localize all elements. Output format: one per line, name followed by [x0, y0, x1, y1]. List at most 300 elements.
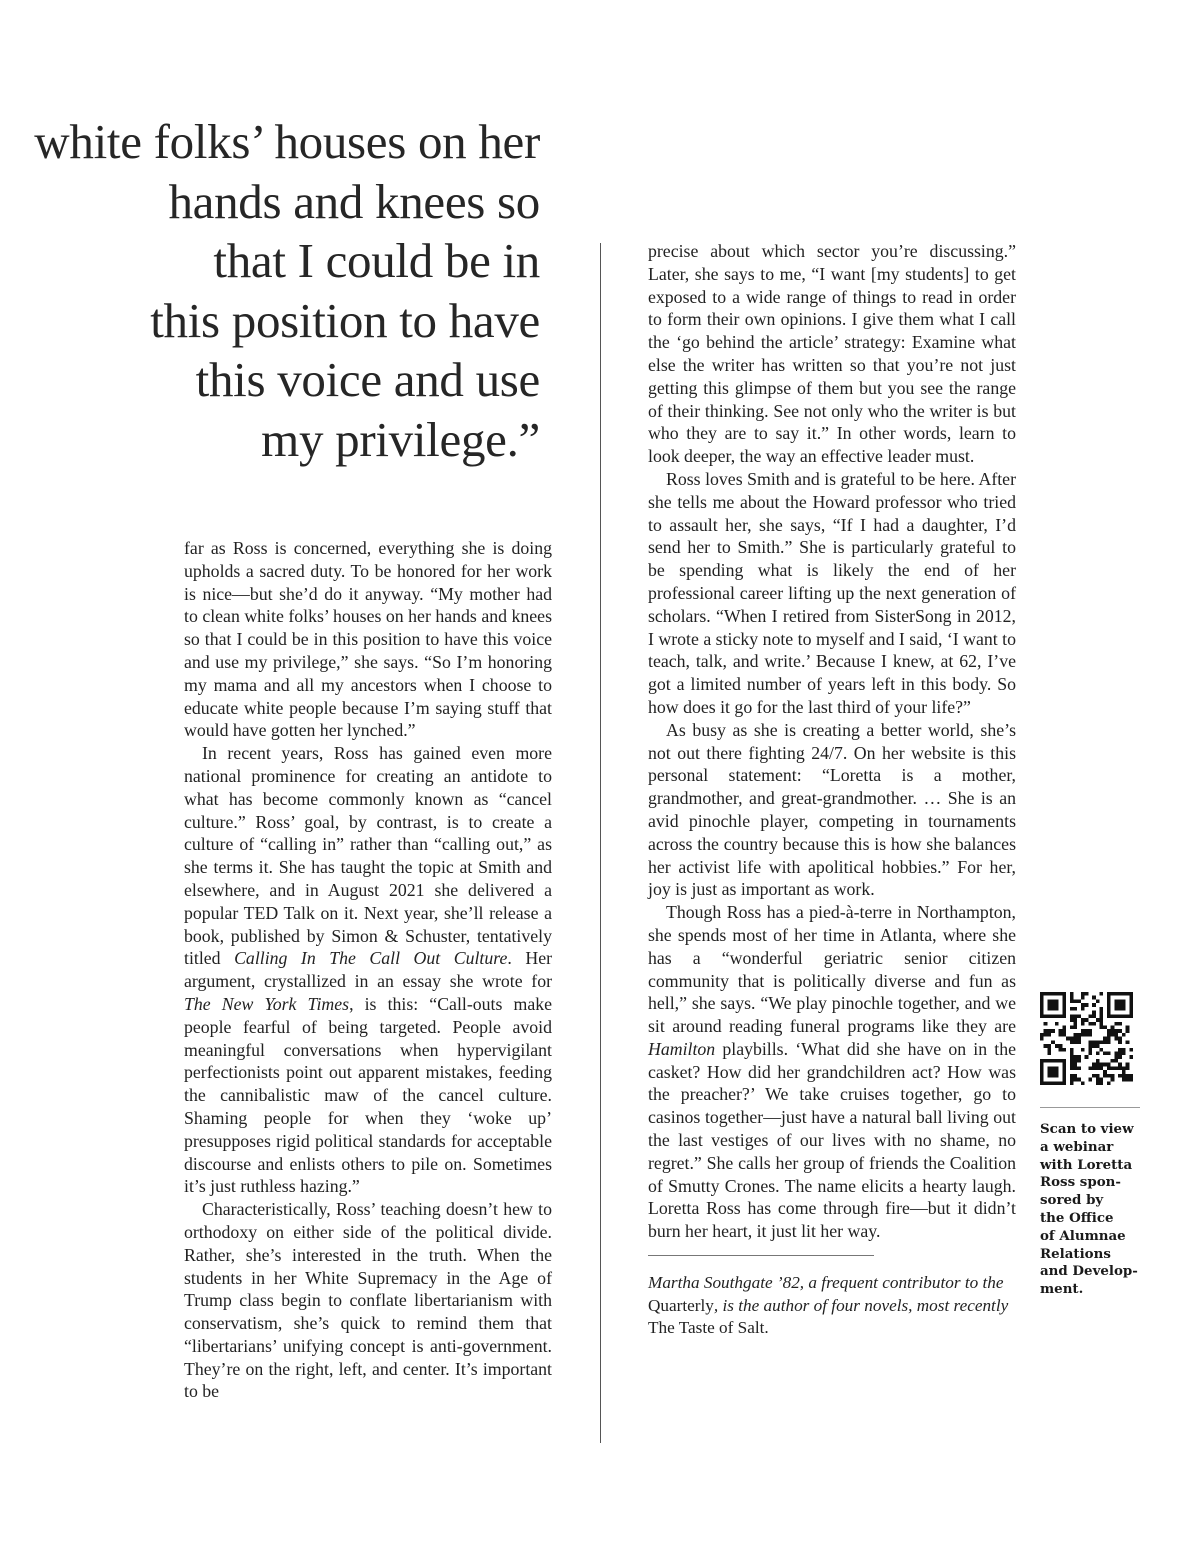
- qr-module: [1092, 1063, 1096, 1067]
- qr-module: [1126, 1014, 1130, 1018]
- body-paragraph: [648, 901, 1016, 1243]
- qr-module: [1044, 1014, 1048, 1018]
- body-paragraph: far as Ross is concerned, everything she is doing upholds a sacred duty. To be honored for her work is nice—but she’d do it anyway. “My mother had to clean white folks’ houses on her hands and knees so that I could be in this position to have this voice and use my privilege,” she says. “So I’m honoring my mama and all my ancestors when I choose to educate white people because I’m saying stuff that would have gotten her lynched.”: [184, 538, 552, 741]
- caption-line: Ross spon-: [1040, 1174, 1121, 1191]
- qr-module: [1100, 1018, 1104, 1022]
- qr-module: [1122, 1066, 1126, 1070]
- qr-module: [1114, 1055, 1118, 1059]
- qr-module: [1118, 1029, 1122, 1033]
- qr-module: [1107, 1029, 1111, 1033]
- qr-module: [1073, 1022, 1077, 1026]
- qr-module: [1051, 1074, 1055, 1078]
- qr-module: [1040, 1066, 1044, 1070]
- qr-module: [1040, 1007, 1044, 1011]
- qr-module: [1122, 1048, 1126, 1052]
- qr-module: [1059, 1014, 1063, 1018]
- qr-module: [1055, 1014, 1059, 1018]
- qr-module: [1062, 1074, 1066, 1078]
- qr-module: [1085, 1003, 1089, 1007]
- qr-module: [1073, 1066, 1077, 1070]
- qr-module: [1047, 1003, 1051, 1007]
- qr-module: [1107, 1066, 1111, 1070]
- qr-module: [1114, 1052, 1118, 1056]
- caption-line: Scan to view: [1040, 1121, 1134, 1137]
- qr-module: [1100, 1048, 1104, 1052]
- qr-module: [1122, 1074, 1126, 1078]
- qr-module: [1092, 1022, 1096, 1026]
- qr-module: [1100, 1063, 1104, 1067]
- qr-module: [1103, 1070, 1107, 1074]
- book-title: The Taste of Salt: [648, 1318, 765, 1338]
- qr-module: [1073, 999, 1077, 1003]
- qr-module: [1118, 1003, 1122, 1007]
- qr-module: [1062, 1029, 1066, 1033]
- qr-module: [1100, 1081, 1104, 1085]
- qr-module: [1070, 1059, 1074, 1063]
- qr-module: [1051, 1007, 1055, 1011]
- qr-module: [1073, 1040, 1077, 1044]
- qr-module: [1077, 999, 1081, 1003]
- qr-module: [1114, 1029, 1118, 1033]
- qr-module: [1092, 996, 1096, 1000]
- qr-module: [1073, 1074, 1077, 1078]
- qr-module: [1114, 1007, 1118, 1011]
- qr-module: [1126, 1074, 1130, 1078]
- qr-module: [1100, 992, 1104, 996]
- qr-module: [1081, 1007, 1085, 1011]
- qr-module: [1040, 1063, 1044, 1067]
- qr-module: [1092, 1040, 1096, 1044]
- qr-module: [1111, 1014, 1115, 1018]
- qr-module: [1100, 1078, 1104, 1082]
- qr-module: [1081, 992, 1085, 996]
- body-text: . Her argument, crystallized in an essay she wrote for: [184, 948, 553, 992]
- qr-module: [1107, 992, 1111, 996]
- qr-module: [1092, 1044, 1096, 1048]
- qr-module: [1070, 1040, 1074, 1044]
- qr-module: [1107, 1040, 1111, 1044]
- qr-module: [1081, 1003, 1085, 1007]
- qr-module: [1055, 1022, 1059, 1026]
- qr-module: [1055, 1059, 1059, 1063]
- qr-module: [1077, 1078, 1081, 1082]
- qr-module: [1047, 1052, 1051, 1056]
- qr-module: [1062, 1081, 1066, 1085]
- qr-module: [1062, 1011, 1066, 1015]
- qr-module: [1111, 1074, 1115, 1078]
- qr-module: [1122, 1003, 1126, 1007]
- qr-module: [1062, 992, 1066, 996]
- qr-module: [1118, 1066, 1122, 1070]
- qr-module: [1059, 1044, 1063, 1048]
- qr-module: [1040, 1003, 1044, 1007]
- qr-module: [1040, 1011, 1044, 1015]
- qr-module: [1088, 1014, 1092, 1018]
- qr-module: [1096, 1066, 1100, 1070]
- qr-module: [1107, 1037, 1111, 1041]
- qr-module: [1114, 1037, 1118, 1041]
- qr-module: [1129, 992, 1133, 996]
- qr-module: [1062, 996, 1066, 1000]
- qr-module: [1103, 1052, 1107, 1056]
- qr-module: [1118, 1022, 1122, 1026]
- qr-module: [1055, 999, 1059, 1003]
- qr-module: [1118, 992, 1122, 996]
- qr-module: [1111, 1033, 1115, 1037]
- qr-module: [1092, 1066, 1096, 1070]
- qr-module: [1100, 1066, 1104, 1070]
- qr-module: [1088, 1052, 1092, 1056]
- qr-module: [1055, 1007, 1059, 1011]
- qr-module: [1103, 1040, 1107, 1044]
- qr-module: [1047, 1014, 1051, 1018]
- qr-module: [1092, 1074, 1096, 1078]
- qr-module: [1103, 1074, 1107, 1078]
- qr-module: [1070, 996, 1074, 1000]
- qr-module: [1070, 1025, 1074, 1029]
- qr-module: [1122, 1052, 1126, 1056]
- pull-quote-line: this voice and use: [195, 352, 540, 407]
- qr-module: [1040, 1070, 1044, 1074]
- byline-divider: [648, 1255, 874, 1256]
- qr-module: [1062, 1078, 1066, 1082]
- caption-line: with Loretta: [1040, 1156, 1133, 1173]
- qr-module: [1040, 1059, 1044, 1063]
- byline-text: .: [764, 1318, 769, 1338]
- qr-module: [1051, 1029, 1055, 1033]
- qr-module: [1077, 1055, 1081, 1059]
- qr-module: [1044, 992, 1048, 996]
- qr-module: [1114, 1003, 1118, 1007]
- qr-module: [1040, 1037, 1044, 1041]
- qr-module: [1055, 1081, 1059, 1085]
- qr-module: [1051, 1040, 1055, 1044]
- qr-module: [1044, 1059, 1048, 1063]
- qr-module: [1085, 1033, 1089, 1037]
- qr-module: [1040, 996, 1044, 1000]
- caption-line: a webinar: [1040, 1138, 1114, 1155]
- qr-module: [1092, 1011, 1096, 1015]
- qr-module: [1107, 996, 1111, 1000]
- qr-module: [1070, 1078, 1074, 1082]
- qr-module: [1051, 1059, 1055, 1063]
- qr-module: [1051, 1081, 1055, 1085]
- qr-module: [1096, 1052, 1100, 1056]
- qr-module: [1047, 1070, 1051, 1074]
- qr-module: [1047, 1074, 1051, 1078]
- qr-module: [1085, 1018, 1089, 1022]
- qr-module: [1085, 992, 1089, 996]
- qr-module: [1107, 999, 1111, 1003]
- qr-module: [1081, 1018, 1085, 1022]
- qr-module: [1073, 1037, 1077, 1041]
- qr-module: [1107, 1033, 1111, 1037]
- caption-line: the Office: [1040, 1209, 1114, 1226]
- qr-module: [1062, 1066, 1066, 1070]
- pull-quote-line: white folks’ houses on her: [34, 114, 540, 169]
- qr-module: [1122, 1014, 1126, 1018]
- qr-module: [1047, 992, 1051, 996]
- qr-module: [1129, 999, 1133, 1003]
- qr-module: [1070, 1014, 1074, 1018]
- qr-module: [1051, 992, 1055, 996]
- qr-module: [1070, 1048, 1074, 1052]
- qr-module: [1070, 1055, 1074, 1059]
- qr-module: [1114, 999, 1118, 1003]
- qr-module: [1118, 1063, 1122, 1067]
- qr-module: [1081, 1081, 1085, 1085]
- qr-module: [1111, 992, 1115, 996]
- qr-module: [1103, 1037, 1107, 1041]
- qr-module: [1047, 999, 1051, 1003]
- qr-module: [1073, 1018, 1077, 1022]
- qr-module: [1070, 1052, 1074, 1056]
- qr-module: [1062, 1025, 1066, 1029]
- qr-module: [1070, 1066, 1074, 1070]
- qr-module: [1051, 1003, 1055, 1007]
- qr-module: [1055, 1074, 1059, 1078]
- qr-module: [1085, 1055, 1089, 1059]
- qr-module: [1055, 1044, 1059, 1048]
- qr-module: [1118, 1007, 1122, 1011]
- qr-module: [1081, 996, 1085, 1000]
- qr-module: [1077, 1014, 1081, 1018]
- body-paragraph: Ross loves Smith and is grateful to be here. After she tells me about the Howard professor who tried to assault her, she says, “If I had a daughter, I’d send her to Smith.” She is particularly grateful to be spending what is likely the end of her professional career lifting up the next generation of scholars. “When I retired from SisterSong in 2012, I wrote a sticky note to myself and I said, ‘I want to teach, talk, and write.’ Because I knew, at 62, I’ve got a limited number of years left in this body. So how does it go for the last third of your life?”: [648, 468, 1016, 717]
- qr-module: [1126, 992, 1130, 996]
- qr-module: [1096, 1074, 1100, 1078]
- qr-module: [1044, 1081, 1048, 1085]
- qr-module: [1100, 1022, 1104, 1026]
- qr-module: [1129, 1007, 1133, 1011]
- qr-module: [1118, 1040, 1122, 1044]
- qr-module: [1073, 1007, 1077, 1011]
- qr-module: [1114, 1022, 1118, 1026]
- qr-module: [1122, 992, 1126, 996]
- qr-module: [1077, 1040, 1081, 1044]
- qr-module: [1077, 1059, 1081, 1063]
- qr-module: [1129, 1078, 1133, 1082]
- qr-module: [1059, 1081, 1063, 1085]
- qr-module: [1118, 1014, 1122, 1018]
- qr-module: [1122, 999, 1126, 1003]
- qr-module: [1111, 1059, 1115, 1063]
- qr-module: [1126, 1025, 1130, 1029]
- qr-module: [1073, 1078, 1077, 1082]
- qr-module: [1070, 1081, 1074, 1085]
- qr-module: [1062, 1033, 1066, 1037]
- byline-text: , is the author of four novels, most recently: [713, 1295, 1009, 1315]
- qr-module: [1040, 1014, 1044, 1018]
- qr-module: [1055, 992, 1059, 996]
- publication-title: The New York Times: [184, 993, 350, 1014]
- qr-module: [1073, 1059, 1077, 1063]
- qr-code-icon[interactable]: [1040, 992, 1133, 1085]
- qr-module: [1107, 1063, 1111, 1067]
- body-text: In recent years, Ross has gained even more national prominence for creating an antidote to what has become commonly known as “cancel culture.” Ross’ goal, by contrast, is to create a culture of “calling in” rather than “calling out,” as she terms it. She has taught the topic at Smith and elsewhere, and in August 2021 she delivered a popular TED Talk on it. Next year, she’ll release a book, published by Simon & Schuster, tentatively titled: [184, 743, 552, 969]
- qr-module: [1047, 1048, 1051, 1052]
- qr-module: [1062, 1063, 1066, 1067]
- qr-module: [1040, 1081, 1044, 1085]
- qr-module: [1040, 992, 1044, 996]
- qr-module: [1092, 1003, 1096, 1007]
- qr-module: [1044, 1033, 1048, 1037]
- qr-module: [1062, 1070, 1066, 1074]
- qr-module: [1073, 1063, 1077, 1067]
- qr-module: [1047, 1029, 1051, 1033]
- qr-module: [1118, 999, 1122, 1003]
- qr-module: [1062, 999, 1066, 1003]
- qr-module: [1040, 1074, 1044, 1078]
- qr-module: [1126, 1040, 1130, 1044]
- qr-module: [1129, 996, 1133, 1000]
- qr-module: [1070, 1063, 1074, 1067]
- qr-module: [1092, 1014, 1096, 1018]
- qr-module: [1070, 1018, 1074, 1022]
- column-divider: [600, 243, 601, 1443]
- qr-module: [1100, 1040, 1104, 1044]
- body-paragraph: Characteristically, Ross’ teaching doesn’t hew to orthodoxy on either side of the political divide. Rather, she’s interested in the truth. When the students in her White Supremacy in the Age of Trump class begin to conflate libertarianism with conservatism, she’s quick to remind them that “libertarians’ unifying concept is anti-government. They’re on the right, left, and center. It’s important to be: [184, 1199, 552, 1402]
- qr-module: [1073, 1033, 1077, 1037]
- qr-module: [1073, 1025, 1077, 1029]
- pull-quote-line: that I could be in: [213, 233, 540, 288]
- qr-module: [1129, 1048, 1133, 1052]
- qr-module: [1088, 1066, 1092, 1070]
- caption-line: sored by: [1040, 1192, 1104, 1209]
- caption-line: ment.: [1040, 1281, 1084, 1298]
- qr-module: [1070, 1074, 1074, 1078]
- caption-line: of Alumnae: [1040, 1227, 1126, 1244]
- byline-text: Martha Southgate ’82, a frequent contributor to the: [648, 1273, 1004, 1293]
- sidebar-divider: [1040, 1107, 1140, 1108]
- body-text: , is this: “Call-outs make people fearful of being targeted. People avoid meaningful conversations when hypervigilant perfectionists point out apparent mistakes, feeding the cannibalistic maw of the cancel culture. Shaming people for when they ‘woke up’ presupposes rigid political standards for acceptable discourse and enlists others to pile on. Sometimes it’s just ruthless hazing.”: [184, 993, 552, 1197]
- qr-module: [1118, 1074, 1122, 1078]
- qr-module: [1062, 1014, 1066, 1018]
- qr-module: [1081, 1029, 1085, 1033]
- body-paragraph: precise about which sector you’re discussing.” Later, she says to me, “I want [my students] to get exposed to a wide range of things to read in order to form their own opinions. I give them what I call the ‘go behind the article’ strategy: Examine what else the writer has written so that you’re not just getting this glimpse of them but you see the range of their thinking. See not only who the writer is but who they are to say it.” In other words, learn to look deeper, the way an effective leader must.: [648, 241, 1016, 467]
- qr-module: [1047, 1081, 1051, 1085]
- author-byline: [648, 1272, 1016, 1340]
- qr-module: [1073, 1014, 1077, 1018]
- qr-module: [1047, 1059, 1051, 1063]
- pull-quote-line: hands and knees so: [168, 173, 540, 229]
- qr-module: [1088, 1033, 1092, 1037]
- qr-module: [1070, 1037, 1074, 1041]
- qr-module: [1129, 1074, 1133, 1078]
- qr-module: [1129, 1014, 1133, 1018]
- article-column-right: [648, 240, 1016, 1340]
- qr-module: [1047, 1044, 1051, 1048]
- qr-module: [1114, 1066, 1118, 1070]
- qr-module: [1059, 1029, 1063, 1033]
- body-paragraph: As busy as she is creating a better world, she’s not out there fighting 24/7. On her website is this personal statement: “Loretta is a mother, grandmother, and great-grandmother. … She is an avid pinochle player, competing in tournaments across the country because this is how she balances her activist life with apolitical hobbies.” For her, joy is just as important as work.: [648, 719, 1016, 900]
- qr-module: [1044, 1044, 1048, 1048]
- qr-module: [1111, 1025, 1115, 1029]
- caption-line: and Develop-: [1040, 1263, 1138, 1280]
- qr-module: [1126, 1029, 1130, 1033]
- qr-module: [1059, 992, 1063, 996]
- qr-module: [1040, 1078, 1044, 1082]
- qr-module: [1114, 1014, 1118, 1018]
- qr-module: [1118, 1055, 1122, 1059]
- qr-module: [1088, 1044, 1092, 1048]
- qr-module: [1118, 1037, 1122, 1041]
- qr-module: [1051, 1070, 1055, 1074]
- qr-module: [1107, 1052, 1111, 1056]
- qr-module: [1126, 1066, 1130, 1070]
- caption-line: Relations: [1040, 1245, 1111, 1262]
- qr-module: [1107, 1074, 1111, 1078]
- pull-quote: [20, 112, 540, 469]
- qr-module: [1070, 999, 1074, 1003]
- qr-module: [1114, 992, 1118, 996]
- qr-module: [1107, 1081, 1111, 1085]
- qr-module: [1107, 1011, 1111, 1015]
- qr-module: [1073, 1055, 1077, 1059]
- qr-module: [1044, 1022, 1048, 1026]
- magazine-name: Quarterly: [648, 1295, 714, 1315]
- body-paragraph: [184, 742, 552, 1198]
- qr-module: [1062, 1003, 1066, 1007]
- qr-module: [1040, 999, 1044, 1003]
- qr-module: [1081, 1022, 1085, 1026]
- qr-module: [1096, 1059, 1100, 1063]
- book-title: Calling In The Call Out Culture: [234, 948, 508, 969]
- pull-quote-line: my privilege.”: [261, 411, 540, 467]
- body-text: Though Ross has a pied-à-terre in Northampton, she spends most of her time in Atlanta, where she has a “wonderful geriatric senior citizen community that is politically diverse and fun as hell,” she says. “We play pinochle together, and we sit around reading funeral programs like they are: [648, 902, 1016, 1037]
- qr-module: [1081, 1048, 1085, 1052]
- qr-module: [1040, 1033, 1044, 1037]
- qr-module: [1107, 1007, 1111, 1011]
- qr-module: [1126, 1078, 1130, 1082]
- qr-module: [1059, 1059, 1063, 1063]
- qr-module: [1114, 1059, 1118, 1063]
- qr-module: [1088, 1040, 1092, 1044]
- qr-module: [1107, 1014, 1111, 1018]
- article-column-left: [184, 537, 552, 1403]
- body-text: playbills. ‘What did she have on in the casket? How did her grandchildren act? How was the preacher?’ We take cruises together, go to casinos together—just have a natural ball living out the last vestiges of our lives with no shame, no regret.” She calls her group of friends the Coalition of Smutty Crones. The name elicits a hearty laugh. Loretta Ross has come through fire—but it didn’t burn her heart, it just lit her way.: [648, 1038, 1016, 1242]
- qr-module: [1122, 1070, 1126, 1074]
- title-reference: Hamilton: [648, 1038, 716, 1059]
- qr-module: [1055, 1070, 1059, 1074]
- qr-module: [1088, 1022, 1092, 1026]
- qr-module: [1062, 1048, 1066, 1052]
- qr-module: [1129, 1003, 1133, 1007]
- qr-module: [1111, 1078, 1115, 1082]
- qr-module: [1047, 1066, 1051, 1070]
- qr-module: [1100, 1025, 1104, 1029]
- qr-module: [1081, 1033, 1085, 1037]
- qr-module: [1059, 1048, 1063, 1052]
- qr-module: [1122, 1033, 1126, 1037]
- pull-quote-line: this position to have: [150, 292, 540, 348]
- qr-module: [1077, 1033, 1081, 1037]
- qr-module: [1088, 1048, 1092, 1052]
- qr-module: [1103, 1025, 1107, 1029]
- qr-module: [1100, 1007, 1104, 1011]
- qr-module: [1070, 992, 1074, 996]
- qr-module: [1047, 1033, 1051, 1037]
- qr-module: [1096, 999, 1100, 1003]
- qr-module: [1070, 1007, 1074, 1011]
- qr-module: [1055, 1003, 1059, 1007]
- qr-module: [1059, 1033, 1063, 1037]
- qr-module: [1088, 1078, 1092, 1082]
- qr-module: [1051, 1066, 1055, 1070]
- qr-module: [1077, 1066, 1081, 1070]
- qr-module: [1055, 1066, 1059, 1070]
- qr-module: [1100, 1011, 1104, 1015]
- qr-module: [1085, 1029, 1089, 1033]
